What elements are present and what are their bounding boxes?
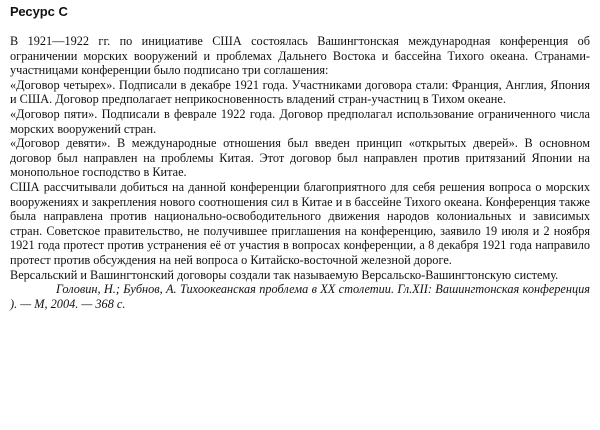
paragraph-system-conclusion: Версальский и Вашингтонский договоры создали так называемую Версальско-Вашингтонскую систему. [10,267,559,282]
resource-heading: Ресурс C [10,4,68,19]
source-citation: Головин, Н.; Бубнов, А. Тихоокеанская проблема в XX столетии. Гл.XII: Вашингтонская конференция ). — М, 2004. — 368 с. [10,282,590,311]
paragraph-five-power-treaty: «Договор пяти». Подписали в феврале 1922 года. Договор предполагал использование ограниченного числа морских вооружений стран. [10,106,590,136]
paragraph-intro: В 1921—1922 гг. по инициативе США состоялась Вашингтонская международная конференция об ограничении морских вооружений и проблемах Дальнего Востока и бассейна Тихого океана. Странами-участницами конференции было подписано три соглашения: [10,34,590,78]
paragraph-us-goals: США рассчитывали добиться на данной конференции благоприятного для себя решения вопроса о морских вооружениях и закрепления нового соотношения сил в Китае и в бассейне Тихого океана. Конференция также была направлена против национально-освободительного движения народов колониальных и зависимых стран. Советское правительство, не получившее приглашения на конференцию, заявило 19 июля и 2 ноября 1921 года протест против устранения её от участия в вопросах конференции, а 8 декабря 1921 года направило протест против обсуждения на ней вопроса о Китайско-восточной железной дороге. [10,179,590,267]
paragraph-nine-power-treaty: «Договор девяти». В международные отношения был введен принцип «открытых дверей». В основном договор был направлен на проблемы Китая. Этот договор был направлен против притязаний Японии на монопольное господство в Китае. [10,136,590,180]
paragraph-four-power-treaty: «Договор четырех». Подписали в декабре 1921 года. Участниками договора стали: Франция, Англия, Япония и США. Договор предполагает неприкосновенность владений стран-участниц в Тихом океане. [10,77,590,107]
